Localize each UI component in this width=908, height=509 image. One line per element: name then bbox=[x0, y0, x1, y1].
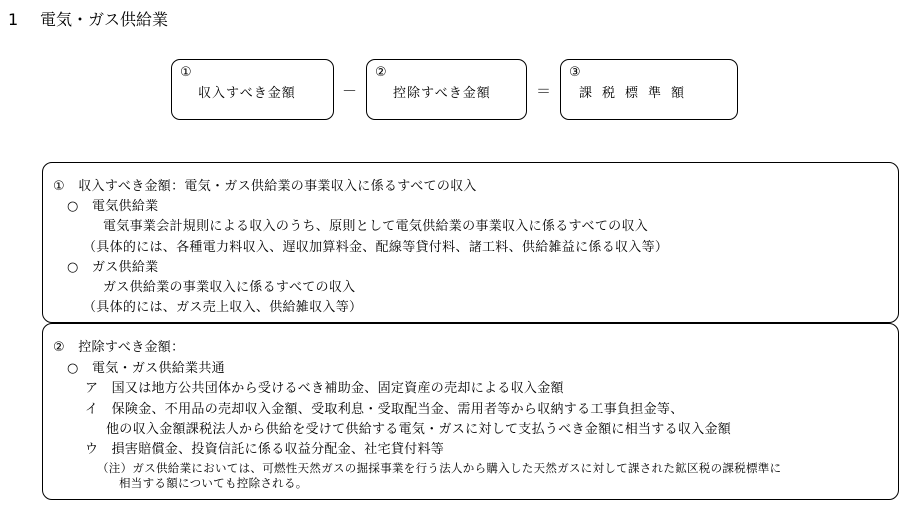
deduction-note-line1: （注）ガス供給業においては、可燃性天然ガスの掘採事業を行う法人から購入した天然ガスに対して課された鉱区税の課税標準に bbox=[97, 461, 782, 475]
deduction-item-u: ウ 損害賠償金、投資信託に係る収益分配金、社宅貸付料等 bbox=[85, 442, 445, 457]
formula-label-tax-base: 課税標準額 bbox=[579, 86, 695, 101]
gas-body: ガス供給業の事業収入に係るすべての収入 bbox=[103, 280, 356, 295]
minus-sign: － bbox=[342, 82, 358, 100]
formula-label-deduction: 控除すべき金額 bbox=[393, 86, 491, 101]
formula-marker-1: ① bbox=[180, 65, 192, 80]
deduction-note-line2: 相当する額についても控除される。 bbox=[119, 476, 308, 490]
gas-examples: （具体的には、ガス売上収入、供給雑収入等） bbox=[83, 300, 363, 315]
gas-heading: ○ ガス供給業 bbox=[67, 260, 159, 275]
page-title bbox=[8, 7, 168, 30]
electric-heading: ○ 電気供給業 bbox=[67, 199, 159, 214]
deduction-item-a: ア 国又は地方公共団体から受けるべき補助金、固定資産の売却による収入金額 bbox=[85, 381, 564, 396]
deduction-item-i-line1: イ 保険金、不用品の売却収入金額、受取利息・受取配当金、需用者等から収納する工事負担金等、 bbox=[85, 402, 684, 417]
section-number: 1 bbox=[8, 10, 19, 29]
revenue-panel bbox=[42, 162, 899, 323]
common-heading: ○ 電気・ガス供給業共通 bbox=[67, 361, 225, 376]
formula-box-tax-base bbox=[560, 59, 738, 120]
equals-sign: ＝ bbox=[536, 82, 552, 100]
formula-box-revenue bbox=[171, 59, 334, 120]
formula-marker-2: ② bbox=[375, 65, 387, 80]
deduction-panel bbox=[42, 323, 899, 500]
formula-marker-3: ③ bbox=[569, 65, 581, 80]
revenue-header: ① 収入すべき金額：電気・ガス供給業の事業収入に係るすべての収入 bbox=[53, 179, 477, 194]
formula-box-deduction bbox=[366, 59, 527, 120]
electric-examples: （具体的には、各種電力料収入、遅収加算料金、配線等貸付料、諸工料、供給雑益に係る収入等） bbox=[83, 240, 669, 255]
deduction-header: ② 控除すべき金額： bbox=[53, 340, 185, 355]
section-title: 電気・ガス供給業 bbox=[40, 10, 169, 29]
formula-label-revenue: 収入すべき金額 bbox=[198, 86, 296, 101]
electric-body: 電気事業会計規則による収入のうち、原則として電気供給業の事業収入に係るすべての収入 bbox=[103, 219, 649, 234]
deduction-item-i-line2: 他の収入金額課税法人から供給を受けて供給する電気・ガスに対して支払うべき金額に相当する収入金額 bbox=[106, 422, 732, 437]
